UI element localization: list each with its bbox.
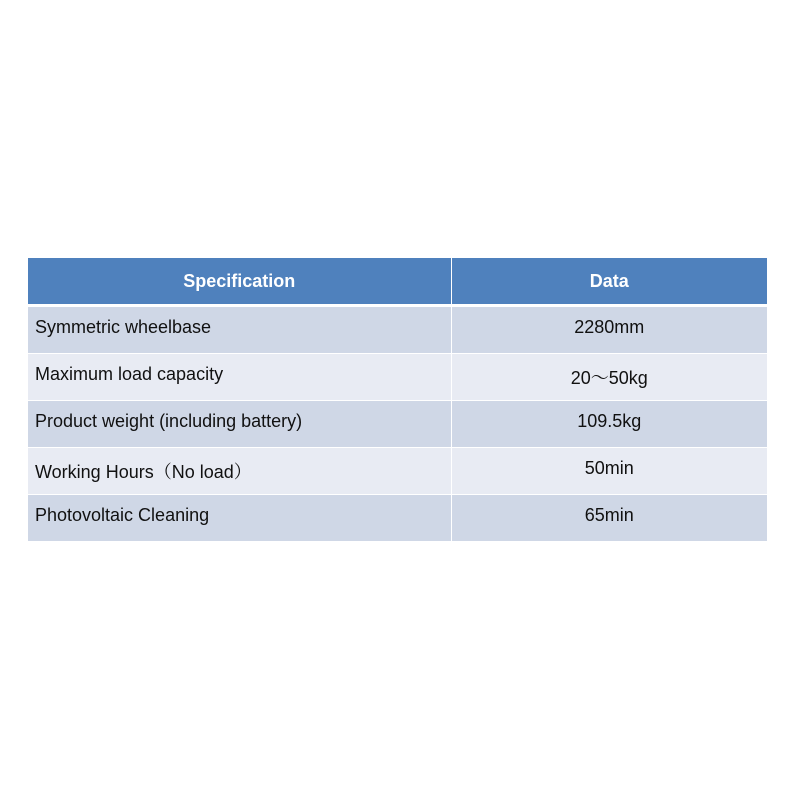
table-row bbox=[28, 401, 767, 448]
data-cell: 2280mm bbox=[451, 306, 767, 354]
spec-cell: Symmetric wheelbase bbox=[28, 306, 451, 354]
spec-cell: Working Hours（No load） bbox=[28, 448, 451, 495]
data-cell: 50min bbox=[451, 448, 767, 495]
table-row bbox=[28, 495, 767, 542]
header-specification: Specification bbox=[28, 258, 451, 306]
specification-table bbox=[28, 258, 767, 542]
table-row bbox=[28, 306, 767, 354]
spec-cell: Product weight (including battery) bbox=[28, 401, 451, 448]
table-row bbox=[28, 448, 767, 495]
data-cell: 20～50kg bbox=[451, 354, 767, 401]
spec-cell: Photovoltaic Cleaning bbox=[28, 495, 451, 542]
data-cell: 65min bbox=[451, 495, 767, 542]
table-row bbox=[28, 354, 767, 401]
spec-cell: Maximum load capacity bbox=[28, 354, 451, 401]
data-cell: 109.5kg bbox=[451, 401, 767, 448]
header-data: Data bbox=[451, 258, 767, 306]
table-header-row bbox=[28, 258, 767, 306]
